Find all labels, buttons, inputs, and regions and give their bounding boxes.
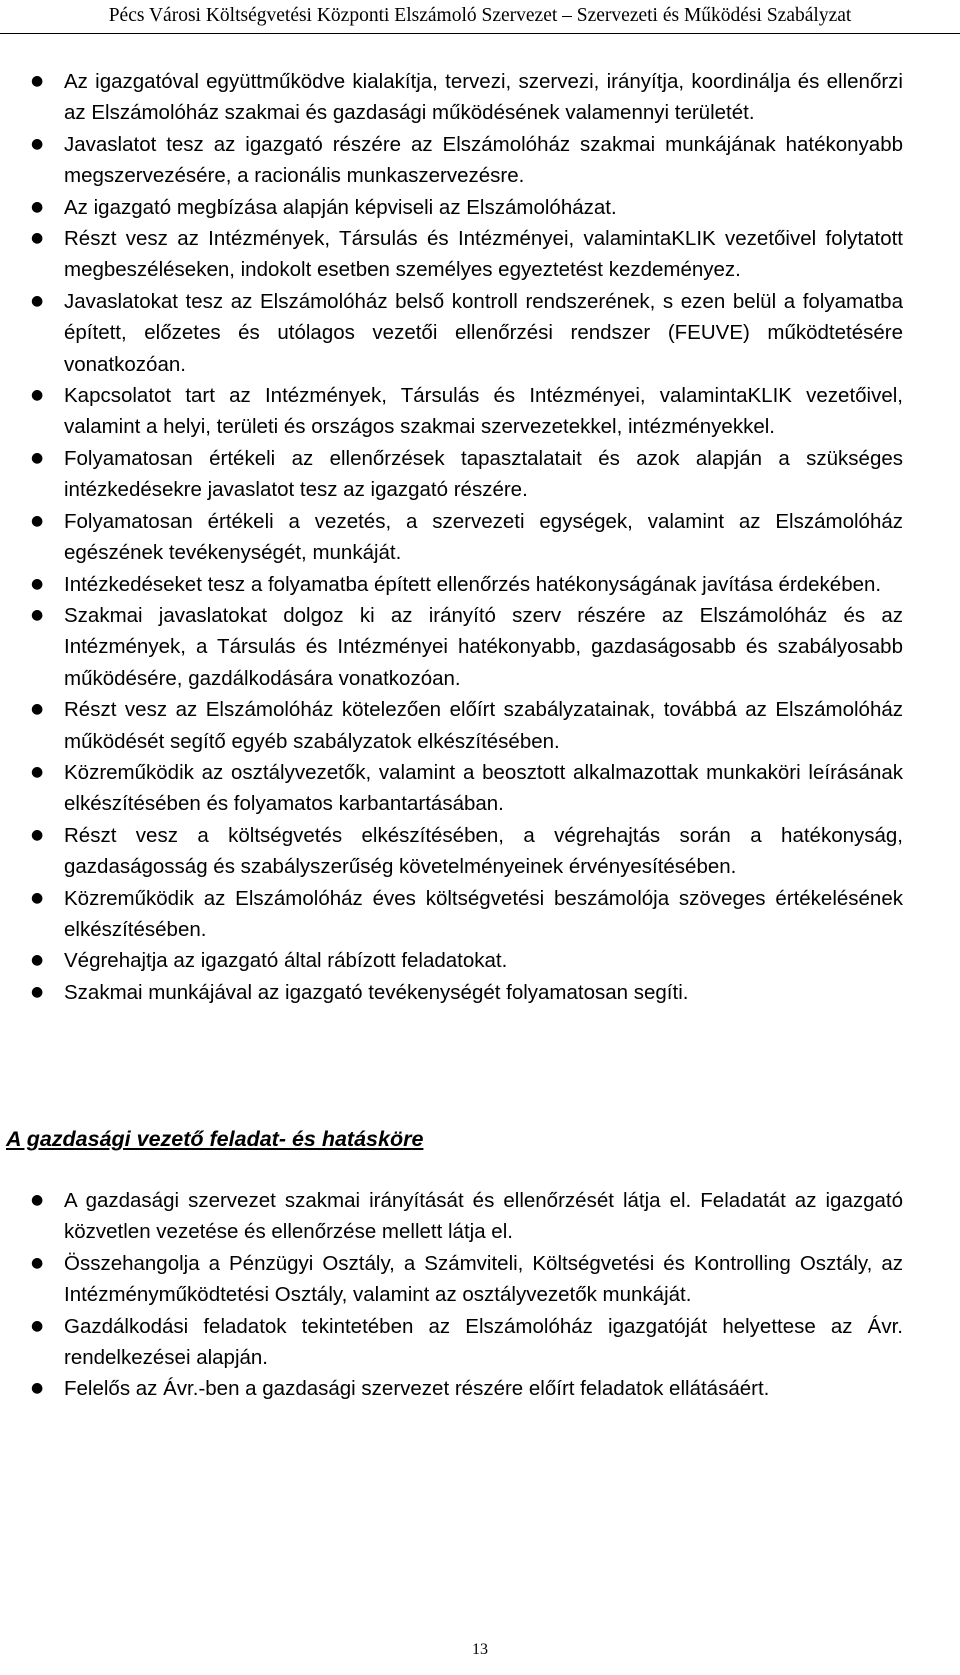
list-item (31, 1373, 903, 1404)
list-item (31, 1185, 903, 1248)
list-item (31, 600, 903, 694)
bullet-icon: ● (31, 952, 44, 969)
list-item-text: Folyamatosan értékeli a vezetés, a szervezeti egységek, valamint az Elszámolóház egészének tevékenységét, munkáját. (64, 509, 903, 565)
bullet-icon: ● (31, 826, 44, 843)
list-item (31, 1311, 903, 1374)
list-item-text: Az igazgató megbízása alapján képviseli az Elszámolóházat. (64, 195, 617, 219)
list-item (31, 443, 903, 506)
bullet-icon: ● (31, 763, 44, 780)
list-item-text: A gazdasági szervezet szakmai irányítását és ellenőrzését látja el. Feladatát az igazgató közvetlen vezetése és ellenőrzése mellett látja el. (64, 1189, 903, 1244)
list-item-text: Közreműködik az Elszámolóház éves költségvetési beszámolója szöveges értékelésének elkészítésében. (64, 886, 903, 941)
list-item (31, 506, 903, 569)
list-item (31, 223, 903, 286)
bullet-icon: ● (31, 1192, 44, 1208)
list-item-text: Felelős az Ávr.-ben a gazdasági szervezet részére előírt feladatok ellátásáért. (64, 1377, 770, 1401)
list-item-text: Intézkedéseket tesz a folyamatba épített ellenőrzés hatékonyságának javítása érdekében. (64, 572, 882, 596)
list-item-text: Szakmai munkájával az igazgató tevékenységét folyamatosan segíti. (64, 980, 689, 1004)
bullet-icon: ● (31, 449, 44, 466)
bullet-icon: ● (31, 983, 44, 1000)
list-item (31, 757, 903, 820)
list-item (31, 66, 903, 129)
list-item (31, 569, 903, 600)
header-rule (0, 33, 960, 34)
list-item-text: Az igazgatóval együttműködve kialakítja, tervezi, szervezi, irányítja, koordinálja és ellenőrzi az Elszámolóház szakmai és gazdasági működésének valamennyi területét. (64, 70, 903, 125)
bullet-icon: ● (31, 387, 44, 404)
bullet-icon: ● (31, 230, 44, 247)
director-duties-list (31, 66, 903, 1008)
list-item (31, 380, 903, 443)
page-number: 13 (472, 1641, 488, 1658)
list-item (31, 977, 903, 1008)
list-item-text: Szakmai javaslatokat dolgoz ki az irányító szerv részére az Elszámolóház és az Intézmények, a Társulás és Intézményei hatékonyabb, gazdaságosabb és szabályosabb működésére, gazdálkodására vonatkozóan. (64, 603, 903, 690)
bullet-icon: ● (31, 198, 44, 215)
economic-director-duties-list (31, 1185, 903, 1405)
running-header: Pécs Városi Költségvetési Központi Elszámoló Szervezet – Szervezeti és Működési Szabályzat (108, 5, 852, 26)
list-item-text: Gazdálkodási feladatok tekintetében az Elszámolóház igazgatóját helyettese az Ávr. rendelkezései alapján. (64, 1314, 903, 1370)
list-item-text: Folyamatosan értékeli az ellenőrzések tapasztalatait és azok alapján a szükséges intézkedésekre javaslatot tesz az igazgató részére. (64, 446, 903, 502)
bullet-icon: ● (31, 575, 44, 592)
list-item-text: Közreműködik az osztályvezetők, valamint a beosztott alkalmazottak munkaköri leírásának elkészítésében és folyamatos karbantartásában. (64, 760, 903, 816)
list-item-text: Kapcsolatot tart az Intézmények, Társulás és Intézményei, valamintaKLIK vezetőivel, valamint a helyi, területi és országos szakmai szervezetekkel, intézményekkel. (64, 384, 903, 439)
bullet-icon: ● (31, 73, 44, 89)
list-item (31, 1248, 903, 1311)
list-item-text: Végrehajtja az igazgató által rábízott feladatokat. (64, 949, 508, 973)
list-item (31, 883, 903, 946)
bullet-icon: ● (31, 135, 44, 152)
section-heading: A gazdasági vezető feladat- és hatásköre (6, 1127, 424, 1151)
list-item-text: Részt vesz az Intézmények, Társulás és Intézményei, valamintaKLIK vezetőivel folytatott megbeszéléseken, indokolt esetben személyes egyeztetést kezdeményez. (64, 227, 903, 282)
list-item-text: Részt vesz a költségvetés elkészítésében, a végrehajtás során a hatékonyság, gazdaságosság és szabályszerűség követelményeinek érvényesítésében. (64, 823, 903, 879)
list-item-text: Javaslatot tesz az igazgató részére az Elszámolóház szakmai munkájának hatékonyabb megszervezésére, a racionális munkaszervezésre. (64, 132, 903, 188)
list-item (31, 820, 903, 883)
bullet-icon: ● (31, 889, 44, 906)
list-item (31, 129, 903, 192)
bullet-icon: ● (31, 701, 44, 718)
list-item (31, 286, 903, 380)
list-item (31, 192, 903, 223)
list-item-text: Összehangolja a Pénzügyi Osztály, a Számviteli, Költségvetési és Kontrolling Osztály, az Intézményműködtetési Osztály, valamint az osztályvezetők munkáját. (64, 1251, 903, 1307)
bullet-icon: ● (31, 512, 44, 529)
list-item-text: Részt vesz az Elszámolóház kötelezően előírt szabályzatainak, továbbá az Elszámolóház működését segítő egyéb szabályzatok elkészítésében. (64, 698, 903, 753)
list-item (31, 945, 903, 976)
bullet-icon: ● (31, 606, 44, 623)
list-item-text: Javaslatokat tesz az Elszámolóház belső kontroll rendszerének, s ezen belül a folyamatba épített, előzetes és utólagos vezetői ellenőrzési rendszer (FEUVE) működtetésére vonatkozóan. (64, 289, 903, 376)
list-item (31, 694, 903, 757)
bullet-icon: ● (31, 1317, 44, 1334)
bullet-icon: ● (31, 1254, 44, 1271)
bullet-icon: ● (31, 1380, 44, 1397)
bullet-icon: ● (31, 292, 44, 309)
